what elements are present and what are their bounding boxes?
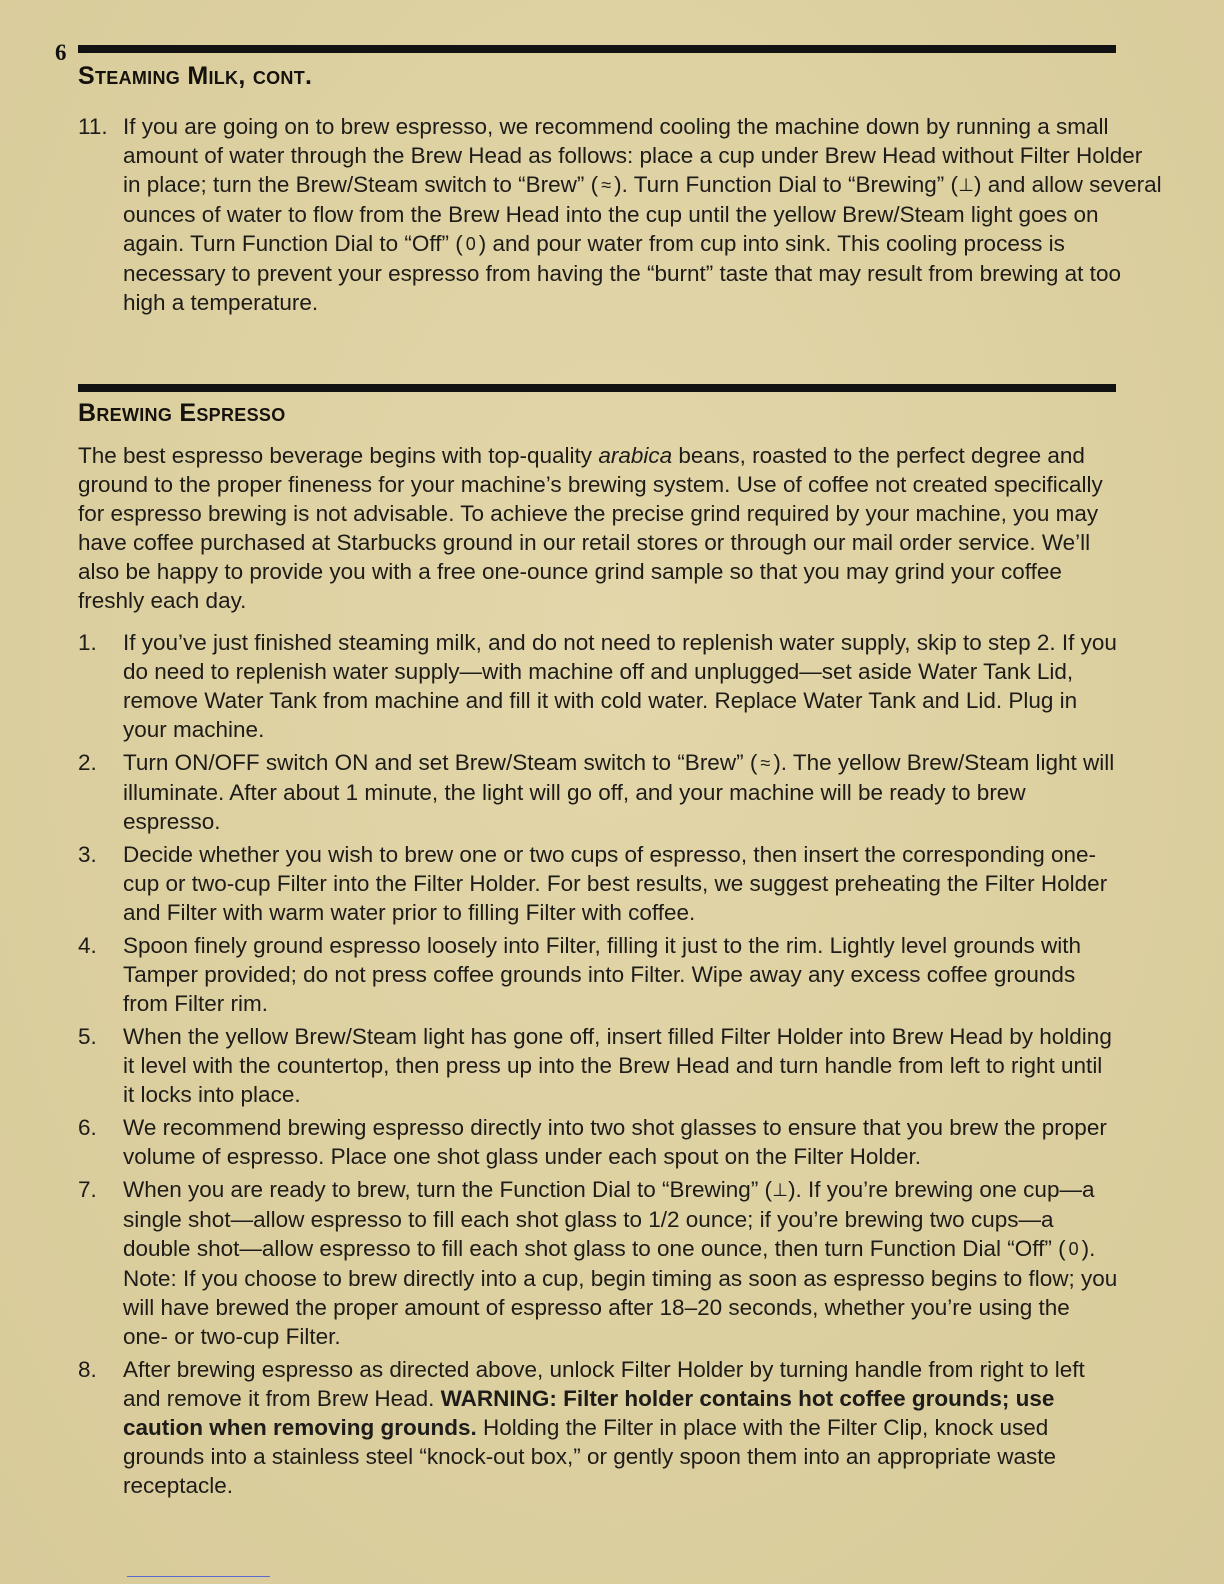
intro-text: The best espresso beverage begins with top-quality [78, 443, 599, 468]
brewing-step-1 [78, 628, 1118, 744]
step-text: Decide whether you wish to brew one or two cups of espresso, then insert the corresponding one-cup or two-cup Filter into the Filter Holder. For best results, we suggest preheating the Filter Holder and Filter with warm water prior to filling Filter with coffee. [123, 842, 1108, 925]
intro-text: beans, roasted to the perfect degree and ground to the proper fineness for your machine’s brewing system. Use of coffee not created specifically for espresso brewing is not advisable. To achieve the precise grind required by your machine, you may have coffee purchased at Starbucks ground in our retail stores or through our mail order service. We’ll also be happy to provide you with a free one-ounce grind sample so that you may grind your coffee freshly each day. [78, 443, 1103, 613]
step-number: 6. [78, 1115, 97, 1140]
brewing-symbol-icon: ⊥ [958, 175, 974, 195]
page-number: 6 [55, 40, 67, 65]
step-text: If you’ve just finished steaming milk, and do not need to replenish water supply, skip to step 2. If you do need to replenish water supply—with machine off and unplugged—set aside Water Tank Lid, remove Water Tank from machine and fill it with cold water. Replace Water Tank and Lid. Plug in your machine. [123, 630, 1117, 742]
brewing-step-2 [78, 748, 1118, 836]
section-rule-top [78, 45, 1116, 53]
step-number: 8. [78, 1357, 97, 1382]
section-rule-middle [78, 384, 1116, 392]
step-text: Turn ON/OFF switch ON and set Brew/Steam switch to “Brew” ( [123, 750, 758, 775]
step-number: 3. [78, 842, 97, 867]
section-heading-steaming-milk: Steaming Milk, cont. [78, 62, 313, 90]
brew-symbol-icon: ≈ [601, 175, 612, 195]
steaming-step-11 [78, 112, 1163, 317]
off-symbol-icon: 0 [1068, 1239, 1079, 1259]
intro-italic-text: arabica [598, 443, 673, 468]
brewing-step-6 [78, 1113, 1118, 1171]
brew-symbol-icon: ≈ [760, 753, 771, 773]
brewing-step-5 [78, 1022, 1118, 1109]
brewing-symbol-icon: ⊥ [772, 1180, 788, 1200]
warning-text: WARNING: Filter holder contains hot coffee grounds; use caution when removing grounds. [123, 1386, 1055, 1440]
footer-divider [127, 1576, 270, 1577]
step-text: ) and pour water from cup into sink. This cooling process is necessary to prevent your espresso from having the “burnt” taste that may result from brewing at too high a temperature. [123, 231, 1121, 315]
step-number: 11. [78, 114, 108, 139]
section-heading-brewing-espresso: Brewing Espresso [78, 399, 286, 427]
step-text: If you are going on to brew espresso, we recommend cooling the machine down by running a small amount of water through the Brew Head as follows: place a cup under Brew Head without Filter Holder in place; turn the Brew/Steam switch to “Brew” ( [123, 114, 1143, 197]
step-text: ) and allow several ounces of water to flow from the Brew Head into the cup until the yellow Brew/Steam light goes on again. Turn Function Dial to “Off” ( [123, 172, 1162, 256]
step-text: ). If you’re brewing one cup—a single shot—allow espresso to fill each shot glass to 1/2 ounce; if you’re brewing two cups—a double shot—allow espresso to fill each shot glass to one ounce, then turn Function Dial “Off” ( [123, 1177, 1095, 1261]
brewing-step-4 [78, 931, 1118, 1018]
brewing-step-3 [78, 840, 1118, 927]
step-text: We recommend brewing espresso directly into two shot glasses to ensure that you brew the proper volume of espresso. Place one shot glass under each spout on the Filter Holder. [123, 1115, 1107, 1169]
step-text: Spoon finely ground espresso loosely into Filter, filling it just to the rim. Lightly level grounds with Tamper provided; do not press coffee grounds into Filter. Wipe away any excess coffee grounds from Filter rim. [123, 933, 1081, 1016]
step-number: 7. [78, 1177, 97, 1202]
step-number: 2. [78, 750, 97, 775]
step-number: 5. [78, 1024, 97, 1049]
step-text: Holding the Filter in place with the Filter Clip, knock used grounds into a stainless steel “knock-out box,” or gently spoon them into an appropriate waste receptacle. [123, 1415, 1057, 1498]
step-text: ). Note: If you choose to brew directly into a cup, begin timing as soon as espresso begins to flow; you will have brewed the proper amount of espresso after 18–20 seconds, whether you’re using the one- or two-cup Filter. [123, 1236, 1118, 1349]
step-number: 4. [78, 933, 97, 958]
step-text: When the yellow Brew/Steam light has gone off, insert filled Filter Holder into Brew Head by holding it level with the countertop, then press up into the Brew Head and turn handle from left to right until it locks into place. [123, 1024, 1112, 1107]
brewing-intro-paragraph [78, 441, 1118, 615]
step-text: When you are ready to brew, turn the Function Dial to “Brewing” ( [123, 1177, 773, 1202]
off-symbol-icon: 0 [465, 234, 476, 254]
step-text: ). Turn Function Dial to “Brewing” ( [614, 172, 959, 197]
step-number: 1. [78, 630, 97, 655]
brewing-step-8 [78, 1355, 1118, 1500]
brewing-steps-list [78, 628, 1118, 1500]
brewing-step-7 [78, 1175, 1118, 1351]
step-text: After brewing espresso as directed above, unlock Filter Holder by turning handle from right to left and remove it from Brew Head. [123, 1357, 1085, 1411]
step-text: ). The yellow Brew/Steam light will illuminate. After about 1 minute, the light will go off, and your machine will be ready to brew espresso. [123, 750, 1115, 834]
